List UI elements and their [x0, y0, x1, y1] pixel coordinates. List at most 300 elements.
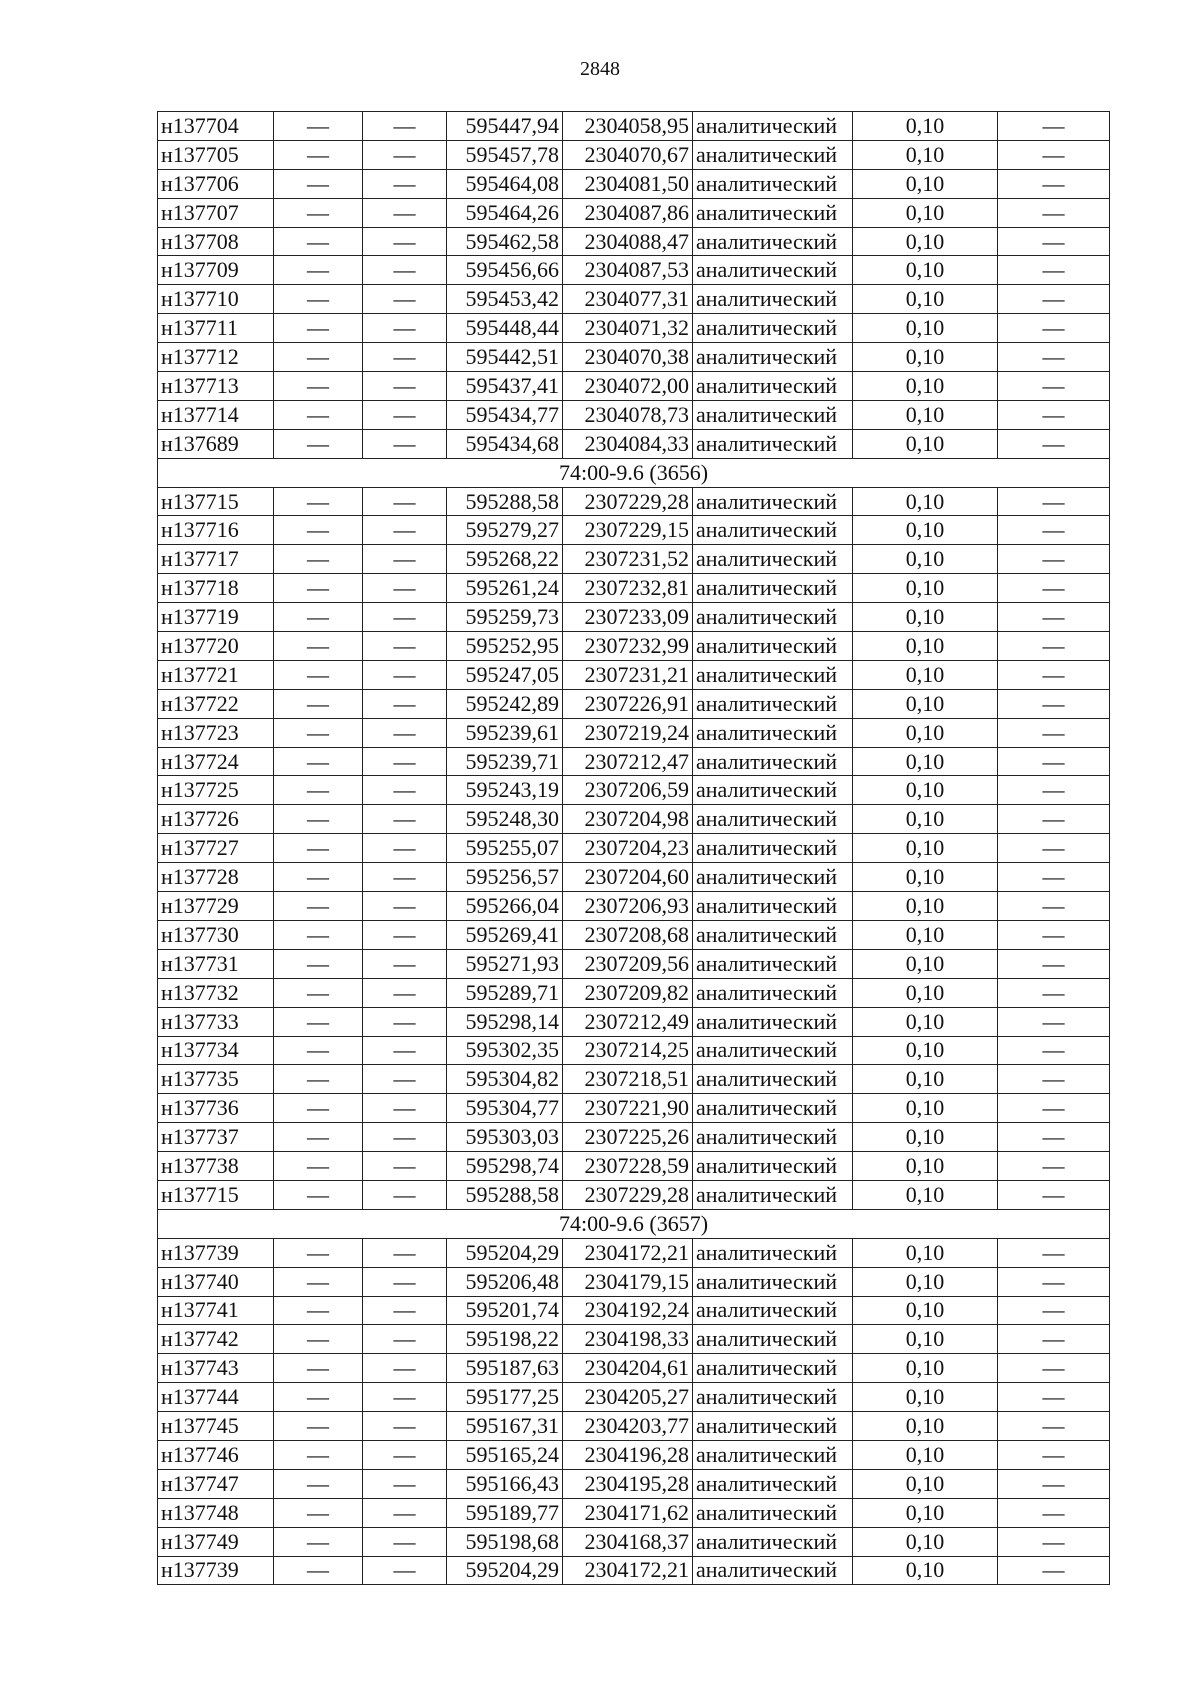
method-cell: аналитический — [693, 1065, 853, 1094]
x-coordinate-cell: 595464,26 — [447, 198, 563, 227]
table-row — [158, 516, 1110, 545]
error-cell: 0,10 — [853, 1498, 998, 1527]
error-cell: 0,10 — [853, 256, 998, 285]
y-coordinate-cell: 2307232,99 — [563, 632, 693, 661]
table-row — [158, 978, 1110, 1007]
table-row — [158, 227, 1110, 256]
dash-cell: — — [274, 227, 363, 256]
x-coordinate-cell: 595434,77 — [447, 400, 563, 429]
dash-cell: — — [998, 1152, 1110, 1181]
y-coordinate-cell: 2304196,28 — [563, 1440, 693, 1469]
method-cell: аналитический — [693, 285, 853, 314]
point-name-cell: н137724 — [158, 747, 274, 776]
dash-cell: — — [998, 660, 1110, 689]
dash-cell: — — [274, 689, 363, 718]
point-name-cell: н137730 — [158, 920, 274, 949]
x-coordinate-cell: 595177,25 — [447, 1383, 563, 1412]
dash-cell: — — [998, 1556, 1110, 1585]
point-name-cell: н137732 — [158, 978, 274, 1007]
y-coordinate-cell: 2304204,61 — [563, 1354, 693, 1383]
dash-cell: — — [998, 978, 1110, 1007]
y-coordinate-cell: 2304179,15 — [563, 1267, 693, 1296]
table-row — [158, 1123, 1110, 1152]
y-coordinate-cell: 2307219,24 — [563, 718, 693, 747]
error-cell: 0,10 — [853, 112, 998, 141]
method-cell: аналитический — [693, 1498, 853, 1527]
dash-cell: — — [998, 169, 1110, 198]
dash-cell: — — [274, 1094, 363, 1123]
point-name-cell: н137739 — [158, 1556, 274, 1585]
x-coordinate-cell: 595198,22 — [447, 1325, 563, 1354]
dash-cell: — — [998, 892, 1110, 921]
error-cell: 0,10 — [853, 169, 998, 198]
x-coordinate-cell: 595271,93 — [447, 949, 563, 978]
method-cell: аналитический — [693, 920, 853, 949]
dash-cell: — — [998, 603, 1110, 632]
dash-cell: — — [998, 718, 1110, 747]
dash-cell: — — [363, 314, 447, 343]
table-row — [158, 1152, 1110, 1181]
y-coordinate-cell: 2307229,28 — [563, 487, 693, 516]
x-coordinate-cell: 595462,58 — [447, 227, 563, 256]
error-cell: 0,10 — [853, 834, 998, 863]
error-cell: 0,10 — [853, 1238, 998, 1267]
dash-cell: — — [363, 256, 447, 285]
table-row — [158, 718, 1110, 747]
dash-cell: — — [363, 1123, 447, 1152]
dash-cell: — — [274, 1556, 363, 1585]
dash-cell: — — [998, 1007, 1110, 1036]
method-cell: аналитический — [693, 1383, 853, 1412]
point-name-cell: н137704 — [158, 112, 274, 141]
dash-cell: — — [274, 140, 363, 169]
error-cell: 0,10 — [853, 1469, 998, 1498]
point-name-cell: н137715 — [158, 487, 274, 516]
method-cell: аналитический — [693, 718, 853, 747]
section-header-row — [158, 1209, 1110, 1238]
x-coordinate-cell: 595206,48 — [447, 1267, 563, 1296]
error-cell: 0,10 — [853, 1527, 998, 1556]
point-name-cell: н137716 — [158, 516, 274, 545]
error-cell: 0,10 — [853, 805, 998, 834]
error-cell: 0,10 — [853, 1065, 998, 1094]
table-row — [158, 400, 1110, 429]
method-cell: аналитический — [693, 227, 853, 256]
method-cell: аналитический — [693, 1469, 853, 1498]
dash-cell: — — [274, 1036, 363, 1065]
x-coordinate-cell: 595302,35 — [447, 1036, 563, 1065]
method-cell: аналитический — [693, 603, 853, 632]
dash-cell: — — [274, 169, 363, 198]
error-cell: 0,10 — [853, 314, 998, 343]
method-cell: аналитический — [693, 256, 853, 285]
dash-cell: — — [998, 516, 1110, 545]
error-cell: 0,10 — [853, 429, 998, 458]
point-name-cell: н137748 — [158, 1498, 274, 1527]
error-cell: 0,10 — [853, 1267, 998, 1296]
method-cell: аналитический — [693, 834, 853, 863]
error-cell: 0,10 — [853, 516, 998, 545]
x-coordinate-cell: 595243,19 — [447, 776, 563, 805]
dash-cell: — — [998, 805, 1110, 834]
point-name-cell: н137741 — [158, 1296, 274, 1325]
point-name-cell: н137707 — [158, 198, 274, 227]
y-coordinate-cell: 2304087,86 — [563, 198, 693, 227]
y-coordinate-cell: 2307232,81 — [563, 574, 693, 603]
x-coordinate-cell: 595189,77 — [447, 1498, 563, 1527]
x-coordinate-cell: 595448,44 — [447, 314, 563, 343]
point-name-cell: н137739 — [158, 1238, 274, 1267]
dash-cell: — — [363, 834, 447, 863]
dash-cell: — — [363, 1180, 447, 1209]
error-cell: 0,10 — [853, 1383, 998, 1412]
method-cell: аналитический — [693, 1123, 853, 1152]
method-cell: аналитический — [693, 1180, 853, 1209]
x-coordinate-cell: 595187,63 — [447, 1354, 563, 1383]
x-coordinate-cell: 595167,31 — [447, 1412, 563, 1441]
method-cell: аналитический — [693, 1036, 853, 1065]
point-name-cell: н137746 — [158, 1440, 274, 1469]
table-row — [158, 545, 1110, 574]
dash-cell: — — [363, 1007, 447, 1036]
table-row — [158, 1296, 1110, 1325]
y-coordinate-cell: 2307218,51 — [563, 1065, 693, 1094]
dash-cell: — — [274, 1007, 363, 1036]
point-name-cell: н137706 — [158, 169, 274, 198]
y-coordinate-cell: 2304172,21 — [563, 1556, 693, 1585]
method-cell: аналитический — [693, 372, 853, 401]
dash-cell: — — [274, 545, 363, 574]
method-cell: аналитический — [693, 776, 853, 805]
table-row — [158, 1412, 1110, 1441]
method-cell: аналитический — [693, 487, 853, 516]
point-name-cell: н137743 — [158, 1354, 274, 1383]
dash-cell: — — [274, 805, 363, 834]
dash-cell: — — [998, 1325, 1110, 1354]
dash-cell: — — [998, 1383, 1110, 1412]
y-coordinate-cell: 2304168,37 — [563, 1527, 693, 1556]
point-name-cell: н137734 — [158, 1036, 274, 1065]
error-cell: 0,10 — [853, 1556, 998, 1585]
y-coordinate-cell: 2307226,91 — [563, 689, 693, 718]
dash-cell: — — [274, 1440, 363, 1469]
y-coordinate-cell: 2307204,98 — [563, 805, 693, 834]
point-name-cell: н137719 — [158, 603, 274, 632]
dash-cell: — — [274, 516, 363, 545]
table-row — [158, 140, 1110, 169]
table-row — [158, 1556, 1110, 1585]
table-row — [158, 169, 1110, 198]
dash-cell: — — [363, 429, 447, 458]
x-coordinate-cell: 595252,95 — [447, 632, 563, 661]
dash-cell: — — [274, 429, 363, 458]
method-cell: аналитический — [693, 140, 853, 169]
dash-cell: — — [363, 1498, 447, 1527]
error-cell: 0,10 — [853, 1094, 998, 1123]
dash-cell: — — [363, 603, 447, 632]
point-name-cell: н137715 — [158, 1180, 274, 1209]
dash-cell: — — [363, 169, 447, 198]
page-number: 2848 — [580, 58, 620, 80]
table-row — [158, 776, 1110, 805]
dash-cell: — — [998, 227, 1110, 256]
dash-cell: — — [998, 1094, 1110, 1123]
dash-cell: — — [274, 487, 363, 516]
point-name-cell: н137689 — [158, 429, 274, 458]
table-row — [158, 834, 1110, 863]
x-coordinate-cell: 595288,58 — [447, 487, 563, 516]
point-name-cell: н137723 — [158, 718, 274, 747]
method-cell: аналитический — [693, 1527, 853, 1556]
y-coordinate-cell: 2304198,33 — [563, 1325, 693, 1354]
dash-cell: — — [998, 256, 1110, 285]
dash-cell: — — [998, 1123, 1110, 1152]
dash-cell: — — [363, 1238, 447, 1267]
x-coordinate-cell: 595298,14 — [447, 1007, 563, 1036]
dash-cell: — — [363, 1440, 447, 1469]
error-cell: 0,10 — [853, 372, 998, 401]
point-name-cell: н137744 — [158, 1383, 274, 1412]
dash-cell: — — [274, 1325, 363, 1354]
y-coordinate-cell: 2304171,62 — [563, 1498, 693, 1527]
y-coordinate-cell: 2307233,09 — [563, 603, 693, 632]
table-row — [158, 574, 1110, 603]
method-cell: аналитический — [693, 314, 853, 343]
dash-cell: — — [998, 863, 1110, 892]
point-name-cell: н137711 — [158, 314, 274, 343]
x-coordinate-cell: 595447,94 — [447, 112, 563, 141]
y-coordinate-cell: 2307212,47 — [563, 747, 693, 776]
dash-cell: — — [998, 574, 1110, 603]
point-name-cell: н137712 — [158, 343, 274, 372]
dash-cell: — — [274, 834, 363, 863]
table-row — [158, 112, 1110, 141]
point-name-cell: н137726 — [158, 805, 274, 834]
dash-cell: — — [363, 1036, 447, 1065]
x-coordinate-cell: 595242,89 — [447, 689, 563, 718]
error-cell: 0,10 — [853, 978, 998, 1007]
dash-cell: — — [998, 1354, 1110, 1383]
section-header: 74:00-9.6 (3657) — [158, 1209, 1110, 1238]
error-cell: 0,10 — [853, 1412, 998, 1441]
dash-cell: — — [998, 1036, 1110, 1065]
table-row — [158, 603, 1110, 632]
dash-cell: — — [363, 1325, 447, 1354]
method-cell: аналитический — [693, 343, 853, 372]
x-coordinate-cell: 595261,24 — [447, 574, 563, 603]
dash-cell: — — [274, 949, 363, 978]
error-cell: 0,10 — [853, 718, 998, 747]
y-coordinate-cell: 2304078,73 — [563, 400, 693, 429]
dash-cell: — — [363, 1267, 447, 1296]
point-name-cell: н137713 — [158, 372, 274, 401]
table-row — [158, 1527, 1110, 1556]
table-row — [158, 1036, 1110, 1065]
table-row — [158, 1007, 1110, 1036]
dash-cell: — — [363, 285, 447, 314]
y-coordinate-cell: 2304070,67 — [563, 140, 693, 169]
dash-cell: — — [998, 1296, 1110, 1325]
error-cell: 0,10 — [853, 1007, 998, 1036]
dash-cell: — — [363, 1152, 447, 1181]
error-cell: 0,10 — [853, 574, 998, 603]
point-name-cell: н137745 — [158, 1412, 274, 1441]
dash-cell: — — [998, 689, 1110, 718]
dash-cell: — — [998, 545, 1110, 574]
table-row — [158, 632, 1110, 661]
table-row — [158, 1065, 1110, 1094]
table-row — [158, 1354, 1110, 1383]
table-row — [158, 429, 1110, 458]
point-name-cell: н137720 — [158, 632, 274, 661]
x-coordinate-cell: 595303,03 — [447, 1123, 563, 1152]
dash-cell: — — [274, 1238, 363, 1267]
y-coordinate-cell: 2304195,28 — [563, 1469, 693, 1498]
method-cell: аналитический — [693, 429, 853, 458]
y-coordinate-cell: 2304203,77 — [563, 1412, 693, 1441]
dash-cell: — — [363, 1383, 447, 1412]
dash-cell: — — [998, 1469, 1110, 1498]
method-cell: аналитический — [693, 689, 853, 718]
dash-cell: — — [998, 1065, 1110, 1094]
x-coordinate-cell: 595434,68 — [447, 429, 563, 458]
dash-cell: — — [363, 892, 447, 921]
dash-cell: — — [363, 400, 447, 429]
method-cell: аналитический — [693, 198, 853, 227]
point-name-cell: н137736 — [158, 1094, 274, 1123]
error-cell: 0,10 — [853, 1354, 998, 1383]
y-coordinate-cell: 2304088,47 — [563, 227, 693, 256]
dash-cell: — — [274, 1527, 363, 1556]
dash-cell: — — [363, 1527, 447, 1556]
dash-cell: — — [998, 198, 1110, 227]
point-name-cell: н137708 — [158, 227, 274, 256]
table-row — [158, 1440, 1110, 1469]
dash-cell: — — [363, 343, 447, 372]
x-coordinate-cell: 595298,74 — [447, 1152, 563, 1181]
dash-cell: — — [363, 487, 447, 516]
dash-cell: — — [998, 112, 1110, 141]
table-row — [158, 863, 1110, 892]
dash-cell: — — [274, 776, 363, 805]
method-cell: аналитический — [693, 747, 853, 776]
dash-cell: — — [274, 978, 363, 1007]
error-cell: 0,10 — [853, 776, 998, 805]
y-coordinate-cell: 2304072,00 — [563, 372, 693, 401]
dash-cell: — — [998, 1238, 1110, 1267]
method-cell: аналитический — [693, 574, 853, 603]
y-coordinate-cell: 2307204,60 — [563, 863, 693, 892]
method-cell: аналитический — [693, 1440, 853, 1469]
point-name-cell: н137729 — [158, 892, 274, 921]
y-coordinate-cell: 2307212,49 — [563, 1007, 693, 1036]
x-coordinate-cell: 595453,42 — [447, 285, 563, 314]
dash-cell: — — [363, 198, 447, 227]
dash-cell: — — [363, 1412, 447, 1441]
dash-cell: — — [274, 256, 363, 285]
point-name-cell: н137728 — [158, 863, 274, 892]
y-coordinate-cell: 2307209,82 — [563, 978, 693, 1007]
dash-cell: — — [274, 285, 363, 314]
dash-cell: — — [274, 198, 363, 227]
error-cell: 0,10 — [853, 863, 998, 892]
method-cell: аналитический — [693, 978, 853, 1007]
method-cell: аналитический — [693, 1556, 853, 1585]
point-name-cell: н137710 — [158, 285, 274, 314]
x-coordinate-cell: 595201,74 — [447, 1296, 563, 1325]
dash-cell: — — [363, 949, 447, 978]
method-cell: аналитический — [693, 1267, 853, 1296]
table-row — [158, 285, 1110, 314]
point-name-cell: н137731 — [158, 949, 274, 978]
dash-cell: — — [274, 372, 363, 401]
x-coordinate-cell: 595279,27 — [447, 516, 563, 545]
error-cell: 0,10 — [853, 343, 998, 372]
point-name-cell: н137705 — [158, 140, 274, 169]
x-coordinate-cell: 595268,22 — [447, 545, 563, 574]
method-cell: аналитический — [693, 1152, 853, 1181]
y-coordinate-cell: 2307204,23 — [563, 834, 693, 863]
dash-cell: — — [363, 545, 447, 574]
error-cell: 0,10 — [853, 1296, 998, 1325]
y-coordinate-cell: 2307214,25 — [563, 1036, 693, 1065]
x-coordinate-cell: 595304,77 — [447, 1094, 563, 1123]
dash-cell: — — [363, 718, 447, 747]
error-cell: 0,10 — [853, 1180, 998, 1209]
x-coordinate-cell: 595266,04 — [447, 892, 563, 921]
dash-cell: — — [274, 892, 363, 921]
dash-cell: — — [274, 660, 363, 689]
error-cell: 0,10 — [853, 747, 998, 776]
dash-cell: — — [998, 1498, 1110, 1527]
dash-cell: — — [998, 400, 1110, 429]
error-cell: 0,10 — [853, 920, 998, 949]
dash-cell: — — [274, 863, 363, 892]
method-cell: аналитический — [693, 1238, 853, 1267]
dash-cell: — — [274, 1267, 363, 1296]
method-cell: аналитический — [693, 892, 853, 921]
table-row — [158, 1383, 1110, 1412]
x-coordinate-cell: 595269,41 — [447, 920, 563, 949]
dash-cell: — — [274, 1383, 363, 1412]
dash-cell: — — [274, 1354, 363, 1383]
error-cell: 0,10 — [853, 227, 998, 256]
y-coordinate-cell: 2307229,28 — [563, 1180, 693, 1209]
point-name-cell: н137740 — [158, 1267, 274, 1296]
point-name-cell: н137738 — [158, 1152, 274, 1181]
point-name-cell: н137722 — [158, 689, 274, 718]
table-row — [158, 660, 1110, 689]
y-coordinate-cell: 2307231,52 — [563, 545, 693, 574]
error-cell: 0,10 — [853, 660, 998, 689]
dash-cell: — — [363, 689, 447, 718]
table-row — [158, 198, 1110, 227]
error-cell: 0,10 — [853, 400, 998, 429]
x-coordinate-cell: 595165,24 — [447, 1440, 563, 1469]
dash-cell: — — [274, 1180, 363, 1209]
table-row — [158, 1267, 1110, 1296]
x-coordinate-cell: 595204,29 — [447, 1556, 563, 1585]
table-row — [158, 343, 1110, 372]
x-coordinate-cell: 595256,57 — [447, 863, 563, 892]
x-coordinate-cell: 595247,05 — [447, 660, 563, 689]
error-cell: 0,10 — [853, 198, 998, 227]
method-cell: аналитический — [693, 863, 853, 892]
y-coordinate-cell: 2304077,31 — [563, 285, 693, 314]
dash-cell: — — [998, 1180, 1110, 1209]
y-coordinate-cell: 2304172,21 — [563, 1238, 693, 1267]
dash-cell: — — [363, 516, 447, 545]
